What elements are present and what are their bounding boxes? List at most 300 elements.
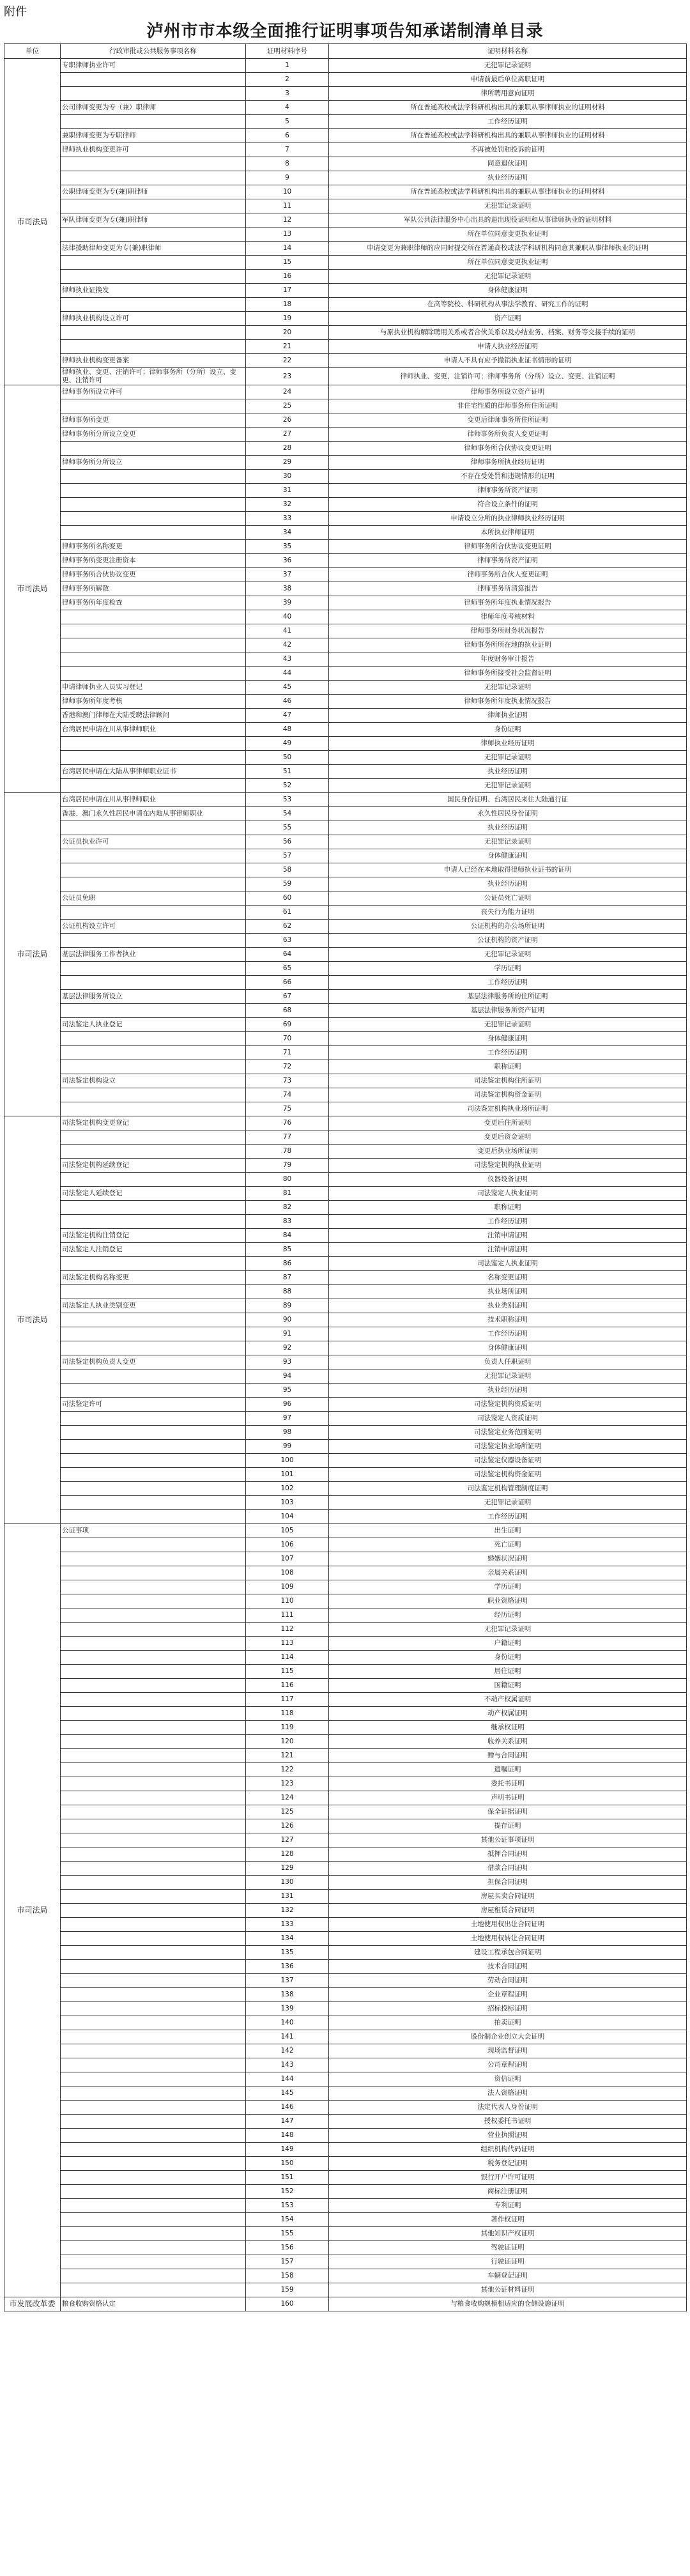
material-number-cell: 72 [246,1060,329,1074]
material-number-cell: 1 [246,59,329,73]
service-item-cell [61,442,246,456]
table-row [4,512,687,526]
material-name-cell: 司法鉴定人资质证明 [329,1412,687,1426]
service-item-cell [61,877,246,891]
material-name-cell: 司法鉴定人执业证明 [329,1257,687,1271]
service-item-cell: 公司律师变更为专（兼）职律师 [61,101,246,115]
table-body [4,59,687,2311]
material-number-cell: 61 [246,906,329,920]
service-item-cell [61,1651,246,1665]
material-number-cell: 103 [246,1496,329,1510]
material-name-cell: 学历证明 [329,1580,687,1594]
table-row [4,1271,687,1285]
service-item-cell [61,1693,246,1707]
table-row [4,1988,687,2002]
table-row [4,1229,687,1243]
table-row [4,709,687,723]
table-row [4,906,687,920]
material-name-cell: 律师事务所负责人变更证明 [329,428,687,442]
material-name-cell: 著作权证明 [329,2213,687,2227]
material-name-cell: 年度财务审计报告 [329,652,687,667]
material-number-cell: 141 [246,2030,329,2044]
table-row [4,610,687,624]
service-item-cell [61,326,246,340]
service-item-cell [61,73,246,87]
service-item-cell: 军队律师变更为专(兼)职律师 [61,213,246,228]
material-number-cell: 21 [246,340,329,354]
service-item-cell: 基层法律服务工作者执业 [61,948,246,962]
service-item-cell [61,1566,246,1580]
service-item-cell [61,652,246,667]
column-header: 单位 [4,44,61,59]
table-row [4,2255,687,2269]
material-name-cell: 律师事务所年度执业情况报告 [329,596,687,610]
table-row [4,835,687,849]
material-name-cell: 工作经历证明 [329,1510,687,1524]
service-item-cell [61,1412,246,1426]
service-item-cell [61,1369,246,1384]
material-name-cell: 律师事务所合伙协议变更证明 [329,540,687,554]
table-row [4,1538,687,1552]
material-number-cell: 133 [246,1918,329,1932]
service-item-cell [61,2213,246,2227]
table-row [4,129,687,143]
material-number-cell: 50 [246,751,329,765]
material-name-cell: 律师执业证明 [329,709,687,723]
service-item-cell [61,1440,246,1454]
table-row [4,2058,687,2072]
table-row [4,891,687,906]
material-name-cell: 司法鉴定机构资质证明 [329,1398,687,1412]
material-number-cell: 104 [246,1510,329,1524]
table-row [4,1749,687,1763]
service-item-cell: 律师事务所解散 [61,582,246,596]
material-number-cell: 69 [246,1018,329,1032]
material-name-cell: 基层法律服务所的住所证明 [329,990,687,1004]
material-number-cell: 127 [246,1833,329,1847]
table-row [4,667,687,681]
service-item-cell [61,1876,246,1890]
service-item-cell [61,2058,246,2072]
material-name-cell: 技术职称证明 [329,1313,687,1327]
table-row [4,228,687,242]
material-name-cell: 无犯罪记录证明 [329,1018,687,1032]
material-name-cell: 法定代表人身份证明 [329,2101,687,2115]
material-number-cell: 89 [246,1299,329,1313]
material-number-cell: 79 [246,1159,329,1173]
material-number-cell: 81 [246,1187,329,1201]
service-item-cell [61,2269,246,2283]
material-name-cell: 执业场所证明 [329,1285,687,1299]
service-item-cell [61,298,246,312]
material-name-cell: 担保合同证明 [329,1876,687,1890]
service-item-cell [61,2255,246,2269]
material-name-cell: 律师事务所合伙协议变更证明 [329,442,687,456]
material-number-cell: 51 [246,765,329,779]
table-row [4,484,687,498]
material-name-cell: 律师事务所接受社会监督证明 [329,667,687,681]
material-name-cell: 死亡证明 [329,1538,687,1552]
table-row [4,1384,687,1398]
material-number-cell: 37 [246,568,329,582]
service-item-cell [61,1285,246,1299]
table-row [4,652,687,667]
material-number-cell: 143 [246,2058,329,2072]
service-item-cell: 律师事务所分所设立 [61,456,246,470]
service-item-cell [61,1327,246,1341]
material-number-cell: 31 [246,484,329,498]
material-name-cell: 土地使用权转让合同证明 [329,1932,687,1946]
material-name-cell: 申请人执业经历证明 [329,340,687,354]
service-item-cell [61,2171,246,2185]
material-number-cell: 40 [246,610,329,624]
material-number-cell: 39 [246,596,329,610]
table-row [4,1651,687,1665]
material-number-cell: 60 [246,891,329,906]
material-number-cell: 151 [246,2171,329,2185]
service-item-cell [61,498,246,512]
material-name-cell: 工作经历证明 [329,1327,687,1341]
table-row [4,681,687,695]
material-name-cell: 律师事务所年度执业情况报告 [329,695,687,709]
table-row [4,1440,687,1454]
table-row [4,185,687,199]
material-name-cell: 所在普通高校或法学科研机构出具的兼职从事律师执业的证明材料 [329,129,687,143]
material-number-cell: 8 [246,157,329,171]
service-item-cell [61,1932,246,1946]
service-item-cell [61,526,246,540]
material-number-cell: 59 [246,877,329,891]
service-item-cell [61,2143,246,2157]
table-row [4,1032,687,1046]
material-number-cell: 107 [246,1552,329,1566]
table-row [4,1960,687,1974]
table-row [4,1102,687,1116]
table-row [4,540,687,554]
material-name-cell: 丧失行为能力证明 [329,906,687,920]
table-row [4,340,687,354]
material-name-cell: 无犯罪记录证明 [329,1623,687,1637]
table-row [4,354,687,368]
table-row [4,1637,687,1651]
table-row [4,428,687,442]
material-name-cell: 注销申请证明 [329,1243,687,1257]
material-name-cell: 律师事务所执业经历证明 [329,456,687,470]
material-name-cell: 与原执业机构解除聘用关系或者合伙关系以及办结业务、档案、财务等交接手续的证明 [329,326,687,340]
material-number-cell: 105 [246,1524,329,1538]
material-name-cell: 变更后执业场所证明 [329,1145,687,1159]
service-item-cell [61,199,246,213]
table-row [4,1791,687,1805]
service-item-cell: 专职律师执业许可 [61,59,246,73]
material-name-cell: 所在单位同意变更执业证明 [329,256,687,270]
service-item-cell [61,1763,246,1777]
service-item-cell: 台湾居民申请在大陆从事律师职业证书 [61,765,246,779]
service-item-cell [61,157,246,171]
table-row [4,399,687,413]
material-name-cell: 执业经历证明 [329,877,687,891]
table-row [4,442,687,456]
service-item-cell: 律师事务所变更 [61,413,246,428]
material-number-cell: 42 [246,638,329,652]
material-name-cell: 其他公证事项证明 [329,1833,687,1847]
material-name-cell: 无犯罪记录证明 [329,1369,687,1384]
table-row [4,284,687,298]
service-item-cell: 律师执业、变更、注销许可；律师事务所（分所）设立、变更、注销许可 [61,368,246,385]
material-name-cell: 专利证明 [329,2199,687,2213]
material-name-cell: 现场监督证明 [329,2044,687,2058]
material-name-cell: 司法鉴定执业场所证明 [329,1440,687,1454]
material-name-cell: 变更后资金证明 [329,1130,687,1145]
table-row [4,1847,687,1862]
material-name-cell: 律所聘用意向证明 [329,87,687,101]
material-name-cell: 工作经历证明 [329,1046,687,1060]
service-item-cell: 香港和澳门律师在大陆受聘法律顾问 [61,709,246,723]
material-name-cell: 司法鉴定机构管理制度证明 [329,1482,687,1496]
table-row [4,326,687,340]
service-item-cell [61,1833,246,1847]
material-name-cell: 职称证明 [329,1060,687,1074]
material-name-cell: 司法鉴定机构资金证明 [329,1468,687,1482]
service-item-cell [61,2199,246,2213]
material-number-cell: 25 [246,399,329,413]
table-row [4,1243,687,1257]
service-item-cell [61,1960,246,1974]
dept-cell: 市司法局 [4,385,61,793]
table-row [4,498,687,512]
material-name-cell: 司法鉴定机构资金证明 [329,1088,687,1102]
material-name-cell: 招标投标证明 [329,2002,687,2016]
material-number-cell: 32 [246,498,329,512]
service-item-cell [61,1594,246,1608]
material-name-cell: 经历证明 [329,1608,687,1623]
material-name-cell: 执业类别证明 [329,1299,687,1313]
material-number-cell: 132 [246,1904,329,1918]
table-row [4,554,687,568]
material-number-cell: 113 [246,1637,329,1651]
service-item-cell: 律师事务所设立许可 [61,385,246,399]
table-row [4,1777,687,1791]
service-item-cell [61,1623,246,1637]
service-item-cell [61,638,246,652]
table-row [4,1580,687,1594]
material-number-cell: 12 [246,213,329,228]
table-row [4,751,687,765]
material-number-cell: 115 [246,1665,329,1679]
service-item-cell [61,1946,246,1960]
material-name-cell: 执业经历证明 [329,765,687,779]
material-number-cell: 159 [246,2283,329,2297]
table-row [4,526,687,540]
service-item-cell [61,976,246,990]
material-name-cell: 继承权证明 [329,1721,687,1735]
material-number-cell: 17 [246,284,329,298]
material-number-cell: 77 [246,1130,329,1145]
table-row [4,171,687,185]
material-number-cell: 3 [246,87,329,101]
material-number-cell: 18 [246,298,329,312]
service-item-cell: 司法鉴定机构设立 [61,1074,246,1088]
material-name-cell: 不动产权属证明 [329,1693,687,1707]
material-number-cell: 63 [246,934,329,948]
material-number-cell: 34 [246,526,329,540]
material-number-cell: 108 [246,1566,329,1580]
material-number-cell: 121 [246,1749,329,1763]
material-number-cell: 94 [246,1369,329,1384]
material-number-cell: 38 [246,582,329,596]
service-item-cell [61,512,246,526]
table-row [4,2171,687,2185]
table-row [4,2016,687,2030]
material-number-cell: 136 [246,1960,329,1974]
service-item-cell: 公证员执业许可 [61,835,246,849]
material-number-cell: 86 [246,1257,329,1271]
material-number-cell: 158 [246,2269,329,2283]
table-row [4,1552,687,1566]
service-item-cell [61,906,246,920]
material-name-cell: 亲属关系证明 [329,1566,687,1580]
table-row [4,199,687,213]
material-name-cell: 车辆登记证明 [329,2269,687,2283]
service-item-cell [61,1904,246,1918]
material-number-cell: 5 [246,115,329,129]
material-name-cell: 身体健康证明 [329,284,687,298]
material-number-cell: 35 [246,540,329,554]
table-row [4,1862,687,1876]
material-name-cell: 土地使用权出让合同证明 [329,1918,687,1932]
table-row [4,1932,687,1946]
material-number-cell: 33 [246,512,329,526]
table-row [4,1721,687,1735]
table-row [4,1890,687,1904]
service-item-cell [61,849,246,863]
service-item-cell: 司法鉴定许可 [61,1398,246,1412]
material-number-cell: 87 [246,1271,329,1285]
material-name-cell: 行驶证证明 [329,2255,687,2269]
table-row [4,256,687,270]
material-name-cell: 申请变更为兼职律师的应同时提交所在普通高校或法学科研机构同意其兼职从事律师执业的证明 [329,242,687,256]
material-name-cell: 职称证明 [329,1201,687,1215]
material-number-cell: 23 [246,368,329,385]
material-name-cell: 公证机构的办公场所证明 [329,920,687,934]
table-row [4,1355,687,1369]
service-item-cell: 律师事务所年度考核 [61,695,246,709]
material-number-cell: 92 [246,1341,329,1355]
table-row [4,2269,687,2283]
material-number-cell: 73 [246,1074,329,1088]
material-number-cell: 160 [246,2297,329,2311]
material-name-cell: 无犯罪记录证明 [329,779,687,793]
service-item-cell [61,2030,246,2044]
material-name-cell: 基层法律服务所资产证明 [329,1004,687,1018]
material-name-cell: 借款合同证明 [329,1862,687,1876]
service-item-cell [61,2002,246,2016]
material-number-cell: 22 [246,354,329,368]
material-name-cell: 符合设立条件的证明 [329,498,687,512]
service-item-cell: 司法鉴定人注销登记 [61,1243,246,1257]
service-item-cell [61,1215,246,1229]
table-row [4,470,687,484]
material-name-cell: 其他知识产权证明 [329,2227,687,2241]
table-row [4,2157,687,2171]
material-number-cell: 83 [246,1215,329,1229]
service-item-cell [61,1046,246,1060]
material-name-cell: 无犯罪记录证明 [329,681,687,695]
table-row [4,1468,687,1482]
material-number-cell: 75 [246,1102,329,1116]
material-name-cell: 职业资格证明 [329,1594,687,1608]
service-item-cell [61,1102,246,1116]
material-name-cell: 身体健康证明 [329,1341,687,1355]
material-number-cell: 97 [246,1412,329,1426]
material-number-cell: 57 [246,849,329,863]
material-number-cell: 46 [246,695,329,709]
service-item-cell: 兼职律师变更为专职律师 [61,129,246,143]
material-name-cell: 所在普通高校或法学科研机构出具的兼职从事律师执业的证明材料 [329,101,687,115]
material-name-cell: 动产权属证明 [329,1707,687,1721]
service-item-cell [61,2241,246,2255]
table-row [4,2143,687,2157]
table-row [4,1341,687,1355]
service-item-cell [61,1538,246,1552]
material-number-cell: 130 [246,1876,329,1890]
service-item-cell: 律师事务所变更注册资本 [61,554,246,568]
column-header: 证明材料序号 [246,44,329,59]
table-header-row [4,44,687,59]
material-number-cell: 29 [246,456,329,470]
service-item-cell [61,1721,246,1735]
table-row [4,976,687,990]
service-item-cell: 律师执业机构设立许可 [61,312,246,326]
material-name-cell: 建设工程承包合同证明 [329,1946,687,1960]
table-row [4,1201,687,1215]
material-number-cell: 120 [246,1735,329,1749]
table-row [4,2002,687,2016]
material-number-cell: 71 [246,1046,329,1060]
material-number-cell: 106 [246,1538,329,1552]
service-item-cell: 律师执业机构变更许可 [61,143,246,157]
material-number-cell: 99 [246,1440,329,1454]
material-name-cell: 仪器设备证明 [329,1173,687,1187]
table-row [4,821,687,835]
material-number-cell: 152 [246,2185,329,2199]
material-name-cell: 赠与合同证明 [329,1749,687,1763]
table-row [4,582,687,596]
service-item-cell: 基层法律服务所设立 [61,990,246,1004]
table-row [4,962,687,976]
service-item-cell: 公证事项 [61,1524,246,1538]
material-number-cell: 138 [246,1988,329,2002]
material-number-cell: 112 [246,1623,329,1637]
material-name-cell: 声明书证明 [329,1791,687,1805]
service-item-cell [61,821,246,835]
service-item-cell [61,2129,246,2143]
material-number-cell: 24 [246,385,329,399]
material-number-cell: 146 [246,2101,329,2115]
service-item-cell: 香港、澳门永久性居民申请在内地从事律师职业 [61,807,246,821]
material-number-cell: 54 [246,807,329,821]
material-number-cell: 93 [246,1355,329,1369]
material-number-cell: 95 [246,1384,329,1398]
service-item-cell [61,1847,246,1862]
service-item-cell [61,2115,246,2129]
service-item-cell [61,1384,246,1398]
material-number-cell: 125 [246,1805,329,1819]
table-row [4,270,687,284]
material-name-cell: 司法鉴定人执业证明 [329,1187,687,1201]
material-name-cell: 申请前最后单位离职证明 [329,73,687,87]
material-number-cell: 70 [246,1032,329,1046]
